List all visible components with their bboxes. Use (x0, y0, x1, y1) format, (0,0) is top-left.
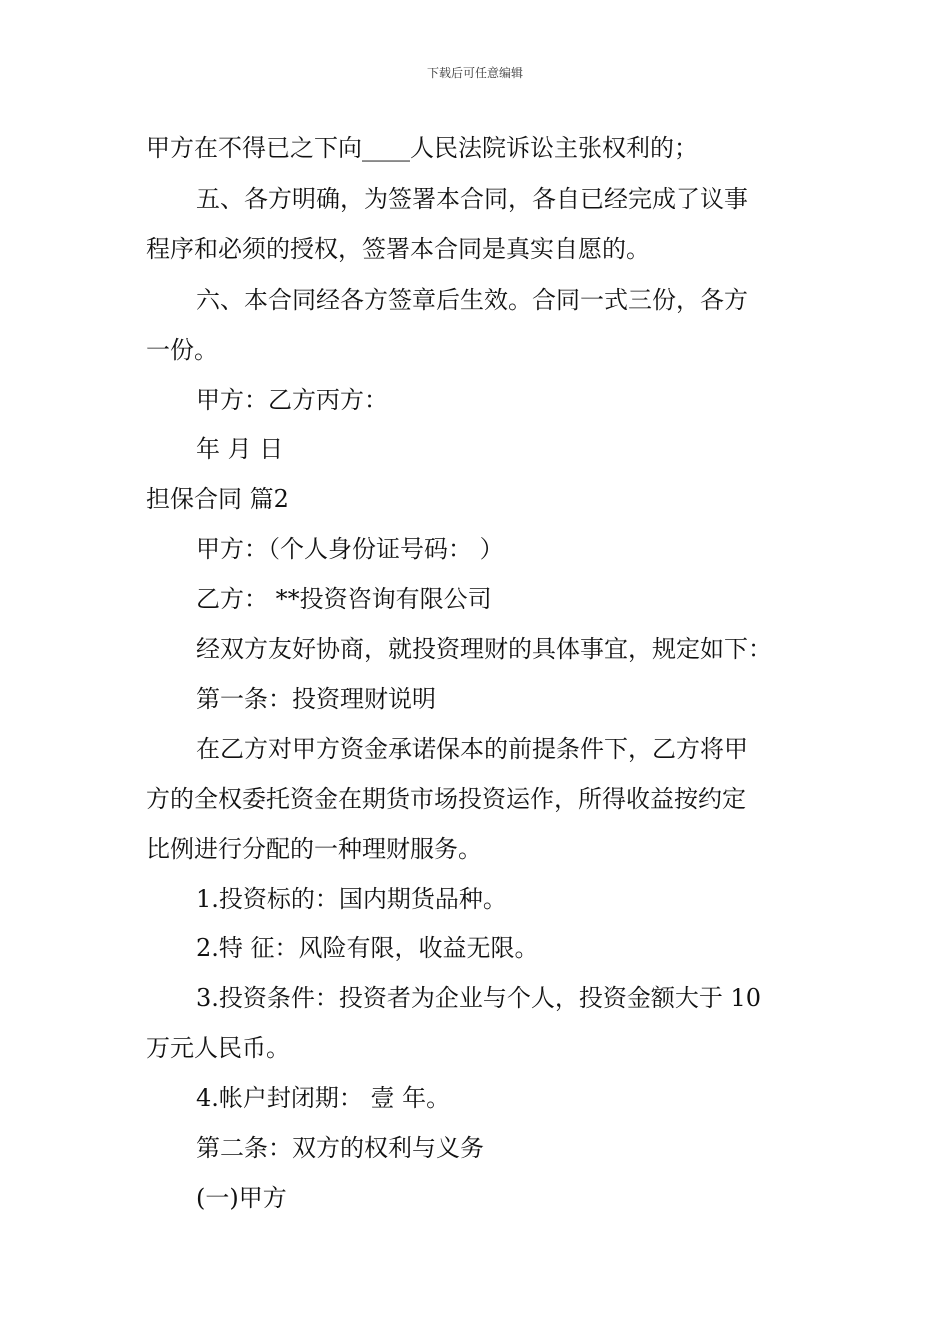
party-b: 乙方： **投资咨询有限公司 (196, 585, 492, 613)
preamble: 经双方友好协商，就投资理财的具体事宜，规定如下： (196, 635, 772, 663)
list-item: 3.投资条件：投资者为企业与个人，投资金额大于 10 (196, 984, 762, 1012)
text-line: 方的全权委托资金在期货市场投资运作，所得收益按约定 (146, 785, 746, 813)
text-line: 甲方在不得已之下向____人民法院诉讼主张权利的； (146, 134, 698, 162)
clause-six: 六、本合同经各方签章后生效。合同一式三份，各方 (196, 286, 748, 314)
page-header: 下载后可任意编辑 (426, 66, 523, 80)
clause-five: 五、各方明确，为签署本合同，各自已经完成了议事 (196, 185, 748, 213)
text-line: 一份。 (146, 336, 218, 364)
list-item: 2.特 征：风险有限，收益无限。 (196, 934, 539, 962)
text-line: 万元人民币。 (146, 1034, 290, 1062)
list-item: 4.帐户封闭期： 壹 年。 (196, 1084, 451, 1112)
text-line: 比例进行分配的一种理财服务。 (146, 835, 482, 863)
section-title: 担保合同 篇2 (146, 485, 289, 513)
subsection-title: (一)甲方 (196, 1184, 287, 1212)
article-one-title: 第一条：投资理财说明 (196, 685, 436, 713)
signature-parties: 甲方：乙方丙方： (196, 386, 388, 414)
party-a: 甲方：（个人身份证号码： ） (196, 535, 504, 563)
text-line: 程序和必须的授权，签署本合同是真实自愿的。 (146, 235, 650, 263)
date-line: 年 月 日 (196, 435, 284, 463)
list-item: 1.投资标的：国内期货品种。 (196, 885, 507, 913)
article-two-title: 第二条：双方的权利与义务 (196, 1134, 484, 1162)
text-line: 在乙方对甲方资金承诺保本的前提条件下，乙方将甲 (196, 735, 748, 763)
